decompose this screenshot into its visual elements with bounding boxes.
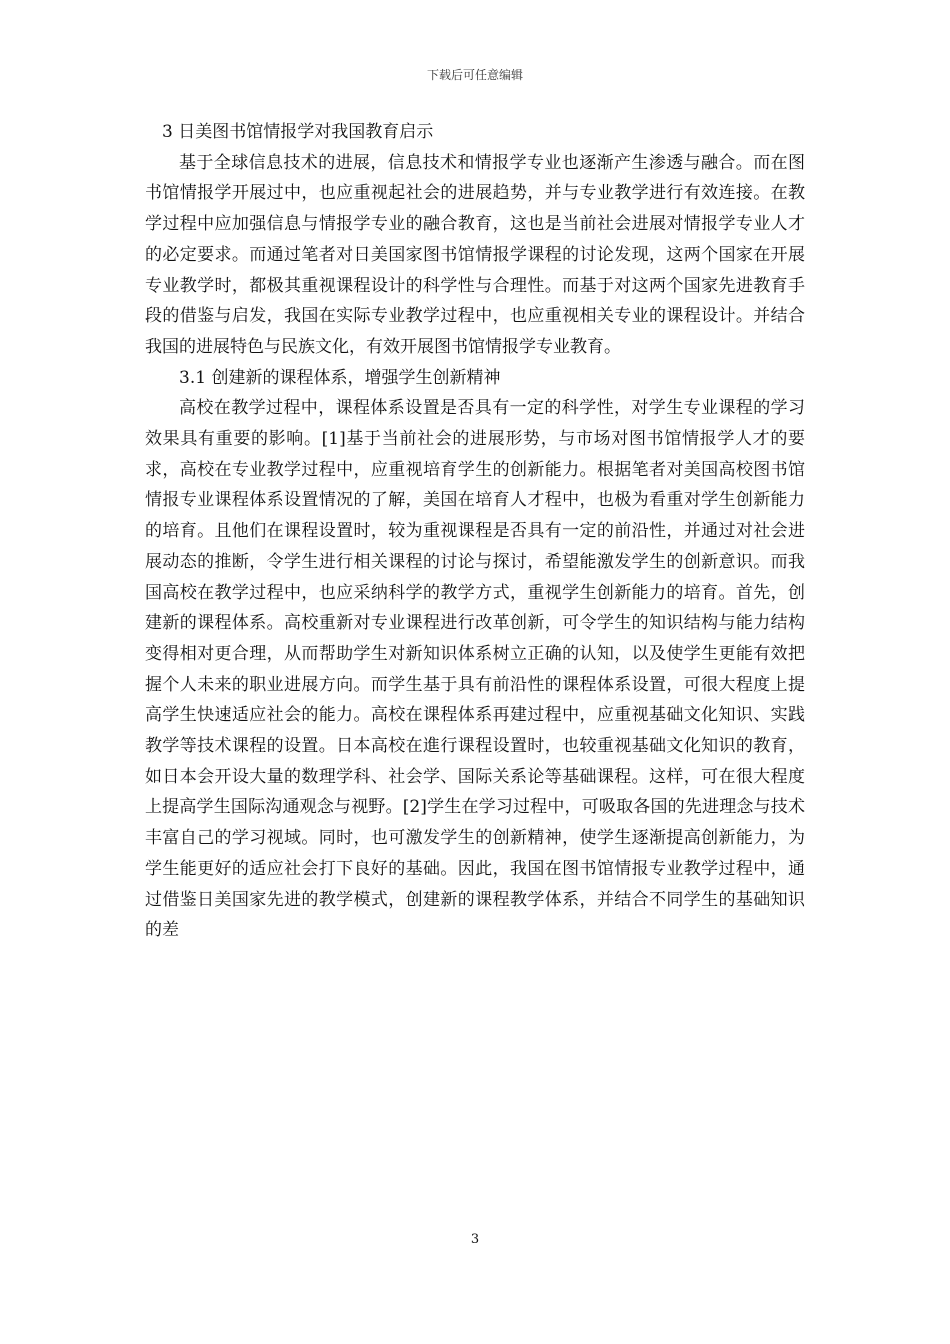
section-heading-3-1: 3.1 创建新的课程体系，增强学生创新精神 [179,367,501,388]
page-number: 3 [470,1232,480,1247]
document-body [145,117,805,946]
page-header: 下载后可任意编辑 [426,68,523,82]
paragraph-2: 高校在教学过程中，课程体系设置是否具有一定的科学性，对学生专业课程的学习效果具有重要的影响。[1]基于当前社会的进展形势，与市场对图书馆情报学人才的要求，高校在专业教学过程中，应重视培育学生的创新能力。根据笔者对美国高校图书馆情报专业课程体系设置情况的了解，美国在培育人才程中，也极为看重对学生创新能力的培育。且他们在课程设置时，较为重视课程是否具有一定的前沿性，并通过对社会进展动态的推断，令学生进行相关课程的讨论与探讨，希望能激发学生的创新意识。而我国高校在教学过程中，也应采纳科学的教学方式，重视学生创新能力的培育。首先，创建新的课程体系。高校重新对专业课程进行改革创新，可令学生的知识结构与能力结构变得相对更合理，从而帮助学生对新知识体系树立正确的认知，以及使学生更能有效把握个人未来的职业进展方向。而学生基于具有前沿性的课程体系设置，可很大程度上提高学生快速适应社会的能力。高校在课程体系再建过程中，应重视基础文化知识、实践教学等技术课程的设置。日本高校在進行课程设置时，也较重视基础文化知识的教育，如日本会开设大量的数理学科、社会学、国际关系论等基础课程。这样，可在很大程度上提高学生国际沟通观念与视野。[2]学生在学习过程中，可吸取各国的先进理念与技术丰富自己的学习视域。同时，也可激发学生的创新精神，使学生逐渐提高创新能力，为学生能更好的适应社会打下良好的基础。因此，我国在图书馆情报专业教学过程中，通过借鉴日美国家先进的教学模式，创建新的课程教学体系，并结合不同学生的基础知识的差 [145,398,805,941]
section-heading-3: 3 日美图书馆情报学对我国教育启示 [162,122,434,142]
paragraph-1: 基于全球信息技术的进展，信息技术和情报学专业也逐渐产生渗透与融合。而在图书馆情报学开展过中，也应重视起社会的进展趋势，并与专业教学进行有效连接。在教学过程中应加强信息与情报学专业的融合教育，这也是当前社会进展对情报学专业人才的必定要求。而通过笔者对日美国家图书馆情报学课程的讨论发现，这两个国家在开展专业教学时，都极其重视课程设计的科学性与合理性。而基于对这两个国家先进教育手段的借鉴与启发，我国在实际专业教学过程中，也应重视相关专业的课程设计。并结合我国的进展特色与民族文化，有效开展图书馆情报学专业教育。 [145,152,805,357]
